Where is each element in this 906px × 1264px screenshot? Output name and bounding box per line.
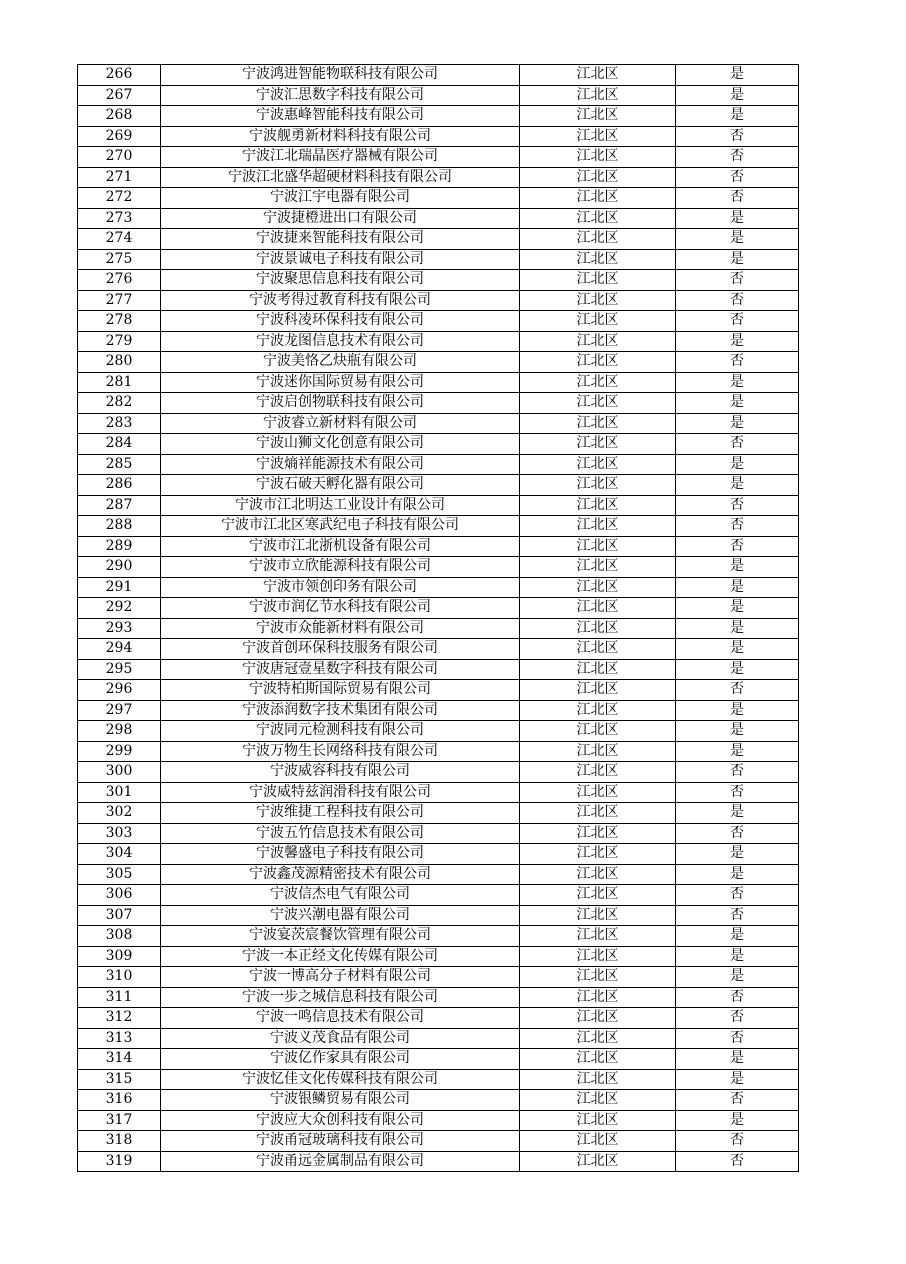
table-row bbox=[78, 1090, 799, 1111]
flag-cell: 否 bbox=[676, 1151, 799, 1172]
district-cell: 江北区 bbox=[520, 885, 676, 906]
table-row bbox=[78, 147, 799, 168]
company-name-cell: 宁波鸿进智能物联科技有限公司 bbox=[161, 65, 520, 86]
table-row bbox=[78, 126, 799, 147]
company-name-cell: 宁波龙图信息技术有限公司 bbox=[161, 331, 520, 352]
table-row bbox=[78, 372, 799, 393]
row-number-cell: 284 bbox=[78, 434, 161, 455]
flag-cell: 是 bbox=[676, 741, 799, 762]
table-row bbox=[78, 434, 799, 455]
flag-cell: 是 bbox=[676, 1049, 799, 1070]
district-cell: 江北区 bbox=[520, 1049, 676, 1070]
table-row bbox=[78, 208, 799, 229]
row-number-cell: 279 bbox=[78, 331, 161, 352]
row-number-cell: 288 bbox=[78, 516, 161, 537]
row-number-cell: 304 bbox=[78, 844, 161, 865]
company-name-cell: 宁波汇思数字科技有限公司 bbox=[161, 85, 520, 106]
district-cell: 江北区 bbox=[520, 762, 676, 783]
row-number-cell: 286 bbox=[78, 475, 161, 496]
district-cell: 江北区 bbox=[520, 803, 676, 824]
district-cell: 江北区 bbox=[520, 618, 676, 639]
district-cell: 江北区 bbox=[520, 598, 676, 619]
company-name-cell: 宁波忆佳文化传媒科技有限公司 bbox=[161, 1069, 520, 1090]
row-number-cell: 317 bbox=[78, 1110, 161, 1131]
flag-cell: 是 bbox=[676, 721, 799, 742]
table-row bbox=[78, 823, 799, 844]
flag-cell: 是 bbox=[676, 946, 799, 967]
company-name-cell: 宁波市领创印务有限公司 bbox=[161, 577, 520, 598]
table-row bbox=[78, 639, 799, 660]
flag-cell: 否 bbox=[676, 167, 799, 188]
company-name-cell: 宁波石破天孵化器有限公司 bbox=[161, 475, 520, 496]
flag-cell: 否 bbox=[676, 885, 799, 906]
district-cell: 江北区 bbox=[520, 147, 676, 168]
company-name-cell: 宁波万物生长网络科技有限公司 bbox=[161, 741, 520, 762]
company-name-cell: 宁波市润亿节水科技有限公司 bbox=[161, 598, 520, 619]
table-row bbox=[78, 762, 799, 783]
table-row bbox=[78, 946, 799, 967]
row-number-cell: 275 bbox=[78, 249, 161, 270]
row-number-cell: 268 bbox=[78, 106, 161, 127]
district-cell: 江北区 bbox=[520, 65, 676, 86]
district-cell: 江北区 bbox=[520, 229, 676, 250]
flag-cell: 否 bbox=[676, 126, 799, 147]
company-name-cell: 宁波迷你国际贸易有限公司 bbox=[161, 372, 520, 393]
row-number-cell: 294 bbox=[78, 639, 161, 660]
company-name-cell: 宁波考得过教育科技有限公司 bbox=[161, 290, 520, 311]
table-row bbox=[78, 926, 799, 947]
district-cell: 江北区 bbox=[520, 721, 676, 742]
company-name-cell: 宁波甬远金属制品有限公司 bbox=[161, 1151, 520, 1172]
company-name-cell: 宁波甬冠玻璃科技有限公司 bbox=[161, 1131, 520, 1152]
company-name-cell: 宁波首创环保科技服务有限公司 bbox=[161, 639, 520, 660]
row-number-cell: 309 bbox=[78, 946, 161, 967]
company-name-cell: 宁波睿立新材料有限公司 bbox=[161, 413, 520, 434]
flag-cell: 否 bbox=[676, 1008, 799, 1029]
company-name-cell: 宁波江宇电器有限公司 bbox=[161, 188, 520, 209]
company-name-cell: 宁波市江北区寒武纪电子科技有限公司 bbox=[161, 516, 520, 537]
table-row bbox=[78, 311, 799, 332]
flag-cell: 否 bbox=[676, 680, 799, 701]
row-number-cell: 297 bbox=[78, 700, 161, 721]
company-name-cell: 宁波熵祥能源技术有限公司 bbox=[161, 454, 520, 475]
flag-cell: 是 bbox=[676, 577, 799, 598]
district-cell: 江北区 bbox=[520, 1028, 676, 1049]
district-cell: 江北区 bbox=[520, 311, 676, 332]
row-number-cell: 280 bbox=[78, 352, 161, 373]
district-cell: 江北区 bbox=[520, 536, 676, 557]
table-row bbox=[78, 1049, 799, 1070]
flag-cell: 否 bbox=[676, 495, 799, 516]
company-list-table bbox=[77, 64, 799, 1172]
flag-cell: 否 bbox=[676, 311, 799, 332]
company-name-cell: 宁波信杰电气有限公司 bbox=[161, 885, 520, 906]
district-cell: 江北区 bbox=[520, 290, 676, 311]
flag-cell: 是 bbox=[676, 659, 799, 680]
table-row bbox=[78, 557, 799, 578]
row-number-cell: 308 bbox=[78, 926, 161, 947]
company-name-cell: 宁波五竹信息技术有限公司 bbox=[161, 823, 520, 844]
table-row bbox=[78, 249, 799, 270]
flag-cell: 否 bbox=[676, 905, 799, 926]
table-row bbox=[78, 741, 799, 762]
row-number-cell: 282 bbox=[78, 393, 161, 414]
flag-cell: 否 bbox=[676, 1131, 799, 1152]
district-cell: 江北区 bbox=[520, 700, 676, 721]
district-cell: 江北区 bbox=[520, 85, 676, 106]
row-number-cell: 270 bbox=[78, 147, 161, 168]
table-row bbox=[78, 1008, 799, 1029]
table-row bbox=[78, 516, 799, 537]
flag-cell: 是 bbox=[676, 1069, 799, 1090]
flag-cell: 否 bbox=[676, 987, 799, 1008]
table-row bbox=[78, 782, 799, 803]
flag-cell: 否 bbox=[676, 1090, 799, 1111]
row-number-cell: 311 bbox=[78, 987, 161, 1008]
table-row bbox=[78, 659, 799, 680]
row-number-cell: 295 bbox=[78, 659, 161, 680]
table-row bbox=[78, 1110, 799, 1131]
table-row bbox=[78, 393, 799, 414]
company-name-cell: 宁波义茂食品有限公司 bbox=[161, 1028, 520, 1049]
flag-cell: 否 bbox=[676, 352, 799, 373]
table-row bbox=[78, 65, 799, 86]
flag-cell: 否 bbox=[676, 1028, 799, 1049]
company-name-cell: 宁波一本正经文化传媒有限公司 bbox=[161, 946, 520, 967]
district-cell: 江北区 bbox=[520, 1131, 676, 1152]
table-row bbox=[78, 598, 799, 619]
district-cell: 江北区 bbox=[520, 208, 676, 229]
flag-cell: 是 bbox=[676, 926, 799, 947]
district-cell: 江北区 bbox=[520, 475, 676, 496]
district-cell: 江北区 bbox=[520, 823, 676, 844]
row-number-cell: 316 bbox=[78, 1090, 161, 1111]
flag-cell: 是 bbox=[676, 372, 799, 393]
company-name-cell: 宁波捷来智能科技有限公司 bbox=[161, 229, 520, 250]
flag-cell: 是 bbox=[676, 864, 799, 885]
flag-cell: 否 bbox=[676, 290, 799, 311]
company-name-cell: 宁波馨盛电子科技有限公司 bbox=[161, 844, 520, 865]
flag-cell: 否 bbox=[676, 270, 799, 291]
row-number-cell: 307 bbox=[78, 905, 161, 926]
table-row bbox=[78, 495, 799, 516]
district-cell: 江北区 bbox=[520, 167, 676, 188]
row-number-cell: 292 bbox=[78, 598, 161, 619]
district-cell: 江北区 bbox=[520, 352, 676, 373]
row-number-cell: 318 bbox=[78, 1131, 161, 1152]
row-number-cell: 267 bbox=[78, 85, 161, 106]
company-name-cell: 宁波市江北明达工业设计有限公司 bbox=[161, 495, 520, 516]
district-cell: 江北区 bbox=[520, 516, 676, 537]
district-cell: 江北区 bbox=[520, 1090, 676, 1111]
table-row bbox=[78, 885, 799, 906]
table-row bbox=[78, 618, 799, 639]
company-name-cell: 宁波银鳞贸易有限公司 bbox=[161, 1090, 520, 1111]
row-number-cell: 303 bbox=[78, 823, 161, 844]
table-row bbox=[78, 454, 799, 475]
district-cell: 江北区 bbox=[520, 864, 676, 885]
table-row bbox=[78, 475, 799, 496]
row-number-cell: 314 bbox=[78, 1049, 161, 1070]
flag-cell: 否 bbox=[676, 536, 799, 557]
company-name-cell: 宁波江北瑞晶医疗器械有限公司 bbox=[161, 147, 520, 168]
table-row bbox=[78, 352, 799, 373]
district-cell: 江北区 bbox=[520, 659, 676, 680]
flag-cell: 是 bbox=[676, 208, 799, 229]
company-name-cell: 宁波市众能新材料有限公司 bbox=[161, 618, 520, 639]
flag-cell: 否 bbox=[676, 147, 799, 168]
table-row bbox=[78, 1151, 799, 1172]
table-row bbox=[78, 229, 799, 250]
company-name-cell: 宁波鑫茂源精密技术有限公司 bbox=[161, 864, 520, 885]
flag-cell: 是 bbox=[676, 967, 799, 988]
company-name-cell: 宁波一鸣信息技术有限公司 bbox=[161, 1008, 520, 1029]
company-name-cell: 宁波惠峰智能科技有限公司 bbox=[161, 106, 520, 127]
district-cell: 江北区 bbox=[520, 926, 676, 947]
row-number-cell: 281 bbox=[78, 372, 161, 393]
row-number-cell: 319 bbox=[78, 1151, 161, 1172]
company-name-cell: 宁波特柏斯国际贸易有限公司 bbox=[161, 680, 520, 701]
flag-cell: 是 bbox=[676, 598, 799, 619]
company-name-cell: 宁波威容科技有限公司 bbox=[161, 762, 520, 783]
row-number-cell: 315 bbox=[78, 1069, 161, 1090]
row-number-cell: 306 bbox=[78, 885, 161, 906]
company-name-cell: 宁波市立欣能源科技有限公司 bbox=[161, 557, 520, 578]
company-name-cell: 宁波唐冠壹星数字科技有限公司 bbox=[161, 659, 520, 680]
row-number-cell: 272 bbox=[78, 188, 161, 209]
row-number-cell: 301 bbox=[78, 782, 161, 803]
company-name-cell: 宁波同元检测科技有限公司 bbox=[161, 721, 520, 742]
table-row bbox=[78, 905, 799, 926]
company-name-cell: 宁波聚思信息科技有限公司 bbox=[161, 270, 520, 291]
flag-cell: 是 bbox=[676, 1110, 799, 1131]
district-cell: 江北区 bbox=[520, 905, 676, 926]
row-number-cell: 296 bbox=[78, 680, 161, 701]
district-cell: 江北区 bbox=[520, 270, 676, 291]
district-cell: 江北区 bbox=[520, 946, 676, 967]
company-name-cell: 宁波添润数字技术集团有限公司 bbox=[161, 700, 520, 721]
table-row bbox=[78, 167, 799, 188]
table-row bbox=[78, 844, 799, 865]
row-number-cell: 274 bbox=[78, 229, 161, 250]
row-number-cell: 293 bbox=[78, 618, 161, 639]
district-cell: 江北区 bbox=[520, 126, 676, 147]
company-name-cell: 宁波一博高分子材料有限公司 bbox=[161, 967, 520, 988]
company-name-cell: 宁波市江北浙机设备有限公司 bbox=[161, 536, 520, 557]
row-number-cell: 287 bbox=[78, 495, 161, 516]
row-number-cell: 283 bbox=[78, 413, 161, 434]
table-row bbox=[78, 1028, 799, 1049]
row-number-cell: 298 bbox=[78, 721, 161, 742]
district-cell: 江北区 bbox=[520, 413, 676, 434]
company-name-cell: 宁波威特兹润滑科技有限公司 bbox=[161, 782, 520, 803]
district-cell: 江北区 bbox=[520, 967, 676, 988]
row-number-cell: 302 bbox=[78, 803, 161, 824]
flag-cell: 否 bbox=[676, 516, 799, 537]
district-cell: 江北区 bbox=[520, 1110, 676, 1131]
company-name-cell: 宁波科凌环保科技有限公司 bbox=[161, 311, 520, 332]
district-cell: 江北区 bbox=[520, 1008, 676, 1029]
flag-cell: 是 bbox=[676, 331, 799, 352]
company-name-cell: 宁波维捷工程科技有限公司 bbox=[161, 803, 520, 824]
district-cell: 江北区 bbox=[520, 495, 676, 516]
district-cell: 江北区 bbox=[520, 639, 676, 660]
flag-cell: 是 bbox=[676, 249, 799, 270]
district-cell: 江北区 bbox=[520, 249, 676, 270]
table-row bbox=[78, 1131, 799, 1152]
district-cell: 江北区 bbox=[520, 1151, 676, 1172]
flag-cell: 是 bbox=[676, 413, 799, 434]
flag-cell: 是 bbox=[676, 803, 799, 824]
flag-cell: 否 bbox=[676, 762, 799, 783]
district-cell: 江北区 bbox=[520, 454, 676, 475]
flag-cell: 否 bbox=[676, 434, 799, 455]
table-row bbox=[78, 106, 799, 127]
company-name-cell: 宁波兴潮电器有限公司 bbox=[161, 905, 520, 926]
table-row bbox=[78, 700, 799, 721]
flag-cell: 是 bbox=[676, 700, 799, 721]
district-cell: 江北区 bbox=[520, 331, 676, 352]
district-cell: 江北区 bbox=[520, 106, 676, 127]
table-row bbox=[78, 331, 799, 352]
table-row bbox=[78, 413, 799, 434]
district-cell: 江北区 bbox=[520, 1069, 676, 1090]
district-cell: 江北区 bbox=[520, 741, 676, 762]
district-cell: 江北区 bbox=[520, 557, 676, 578]
flag-cell: 是 bbox=[676, 85, 799, 106]
company-name-cell: 宁波宴茨宸餐饮管理有限公司 bbox=[161, 926, 520, 947]
row-number-cell: 290 bbox=[78, 557, 161, 578]
company-name-cell: 宁波捷橙进出口有限公司 bbox=[161, 208, 520, 229]
row-number-cell: 289 bbox=[78, 536, 161, 557]
table-row bbox=[78, 85, 799, 106]
table-row bbox=[78, 577, 799, 598]
flag-cell: 是 bbox=[676, 229, 799, 250]
company-name-cell: 宁波亿作家具有限公司 bbox=[161, 1049, 520, 1070]
table-row bbox=[78, 536, 799, 557]
table-row bbox=[78, 967, 799, 988]
district-cell: 江北区 bbox=[520, 987, 676, 1008]
district-cell: 江北区 bbox=[520, 372, 676, 393]
row-number-cell: 313 bbox=[78, 1028, 161, 1049]
company-name-cell: 宁波景诚电子科技有限公司 bbox=[161, 249, 520, 270]
flag-cell: 是 bbox=[676, 844, 799, 865]
flag-cell: 是 bbox=[676, 106, 799, 127]
row-number-cell: 305 bbox=[78, 864, 161, 885]
district-cell: 江北区 bbox=[520, 680, 676, 701]
company-name-cell: 宁波应大众创科技有限公司 bbox=[161, 1110, 520, 1131]
table-row bbox=[78, 680, 799, 701]
district-cell: 江北区 bbox=[520, 188, 676, 209]
company-name-cell: 宁波美恪乙炔瓶有限公司 bbox=[161, 352, 520, 373]
table-row bbox=[78, 188, 799, 209]
row-number-cell: 291 bbox=[78, 577, 161, 598]
flag-cell: 否 bbox=[676, 188, 799, 209]
flag-cell: 否 bbox=[676, 782, 799, 803]
table-row bbox=[78, 803, 799, 824]
table-row bbox=[78, 987, 799, 1008]
row-number-cell: 278 bbox=[78, 311, 161, 332]
table-row bbox=[78, 290, 799, 311]
table-row bbox=[78, 270, 799, 291]
flag-cell: 否 bbox=[676, 823, 799, 844]
flag-cell: 是 bbox=[676, 65, 799, 86]
company-name-cell: 宁波江北盛华超硬材料科技有限公司 bbox=[161, 167, 520, 188]
district-cell: 江北区 bbox=[520, 577, 676, 598]
table-row bbox=[78, 721, 799, 742]
district-cell: 江北区 bbox=[520, 844, 676, 865]
table-row bbox=[78, 864, 799, 885]
flag-cell: 是 bbox=[676, 393, 799, 414]
flag-cell: 是 bbox=[676, 475, 799, 496]
company-name-cell: 宁波山狮文化创意有限公司 bbox=[161, 434, 520, 455]
row-number-cell: 310 bbox=[78, 967, 161, 988]
row-number-cell: 277 bbox=[78, 290, 161, 311]
row-number-cell: 273 bbox=[78, 208, 161, 229]
company-name-cell: 宁波启创物联科技有限公司 bbox=[161, 393, 520, 414]
flag-cell: 是 bbox=[676, 557, 799, 578]
flag-cell: 是 bbox=[676, 618, 799, 639]
company-name-cell: 宁波舰勇新材料科技有限公司 bbox=[161, 126, 520, 147]
row-number-cell: 285 bbox=[78, 454, 161, 475]
row-number-cell: 300 bbox=[78, 762, 161, 783]
row-number-cell: 266 bbox=[78, 65, 161, 86]
district-cell: 江北区 bbox=[520, 393, 676, 414]
flag-cell: 是 bbox=[676, 639, 799, 660]
flag-cell: 是 bbox=[676, 454, 799, 475]
row-number-cell: 276 bbox=[78, 270, 161, 291]
row-number-cell: 269 bbox=[78, 126, 161, 147]
row-number-cell: 299 bbox=[78, 741, 161, 762]
company-name-cell: 宁波一步之城信息科技有限公司 bbox=[161, 987, 520, 1008]
district-cell: 江北区 bbox=[520, 782, 676, 803]
district-cell: 江北区 bbox=[520, 434, 676, 455]
table-row bbox=[78, 1069, 799, 1090]
row-number-cell: 271 bbox=[78, 167, 161, 188]
row-number-cell: 312 bbox=[78, 1008, 161, 1029]
table-body bbox=[78, 65, 799, 1172]
